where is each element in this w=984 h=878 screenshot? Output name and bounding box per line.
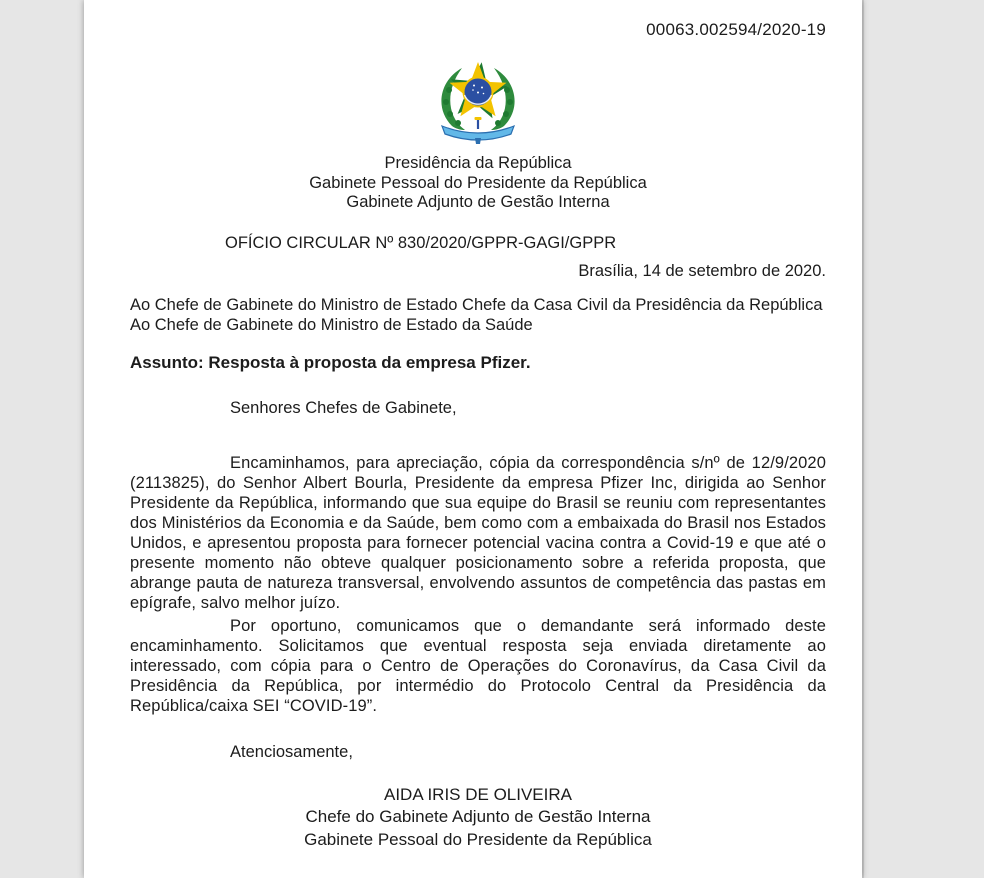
addressee-casa-civil: Ao Chefe de Gabinete do Ministro de Estado Chefe da Casa Civil da Presidência da República (130, 295, 823, 314)
body-paragraph-2: Por oportuno, comunicamos que o demandante será informado deste encaminhamento. Solicitamos que eventual resposta seja enviada diretamente ao interessado, com cópia para o Centro de Operações do Coronavírus, da Casa Civil da Presidência da República, por intermédio do Protocolo Central da Presidência da República/caixa SEI “COVID-19”. (130, 616, 826, 715)
signatory-org: Gabinete Pessoal do Presidente da República (304, 829, 652, 849)
signatory-name: AIDA IRIS DE OLIVEIRA (383, 784, 572, 804)
letterhead-line-presidencia: Presidência da República (384, 154, 572, 172)
body-paragraph-1: Encaminhamos, para apreciação, cópia da correspondência s/nº de 12/9/2020 (2113825), do Senhor Albert Bourla, Presidente da empresa Pfizer Inc, dirigida ao Senhor Presidente da República, informando que sua equipe do Brasil se reuniu com representantes dos Ministérios da Economia e da Saúde, bem como com a embaixada do Brasil nos Estados Unidos, e apresentou proposta para fornecer potencial vacina contra a Covid-19 e que até o presente momento não obteve qualquer posicionamento sobre a referida proposta, que abrange pauta de natureza transversal, envolvendo assuntos de competência das pastas em epígrafe, salvo melhor juízo. (130, 453, 826, 612)
signatory-role: Chefe do Gabinete Adjunto de Gestão Interna (305, 807, 651, 826)
left-gutter (0, 0, 86, 878)
letterhead-line-gabinete-adjunto: Gabinete Adjunto de Gestão Interna (346, 193, 610, 211)
subject-line: Assunto: Resposta à proposta da empresa Pfizer. (130, 352, 531, 372)
letterhead-line-gabinete-pessoal: Gabinete Pessoal do Presidente da República (309, 173, 647, 192)
document-page (84, 0, 862, 878)
signature-block (130, 784, 826, 852)
closing-line: Atenciosamente, (230, 742, 353, 761)
addressee-block (130, 295, 826, 335)
process-number: 00063.002594/2020-19 (646, 20, 826, 39)
salutation-line: Senhores Chefes de Gabinete, (230, 398, 457, 417)
date-line: Brasília, 14 de setembro de 2020. (578, 261, 826, 280)
brazil-coat-of-arms-icon (428, 50, 528, 146)
oficio-number-line: OFÍCIO CIRCULAR Nº 830/2020/GPPR-GAGI/GPPR (225, 233, 617, 252)
addressee-saude: Ao Chefe de Gabinete do Ministro de Estado da Saúde (130, 315, 533, 334)
letterhead (130, 154, 826, 213)
emblem-container (130, 50, 826, 151)
right-gutter (862, 0, 984, 878)
